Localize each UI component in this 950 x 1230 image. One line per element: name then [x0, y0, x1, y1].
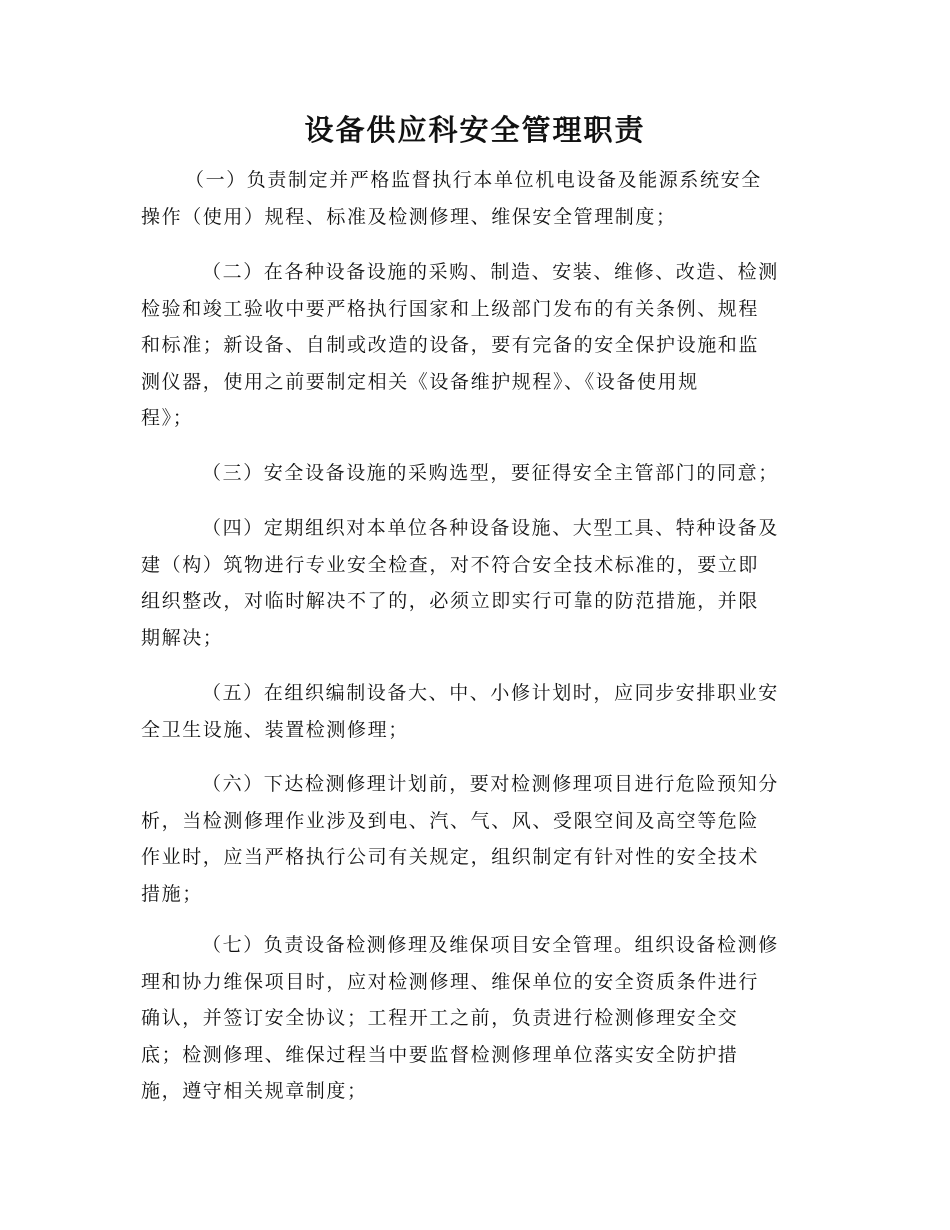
paragraph-line: 操作（使用）规程、标准及检测修理、维保安全管理制度；	[141, 205, 677, 228]
paragraph-line: 全卫生设施、装置检测修理；	[141, 718, 409, 741]
paragraph-line: 检验和竣工验收中要严格执行国家和上级部门发布的有关条例、规程	[141, 297, 760, 320]
paragraph-line: 理和协力维保项目时，应对检测修理、维保单位的安全资质条件进行	[141, 970, 760, 993]
paragraph-line: 程》；	[141, 407, 194, 430]
paragraph-line: 建（构）筑物进行专业安全检查，对不符合安全技术标准的，要立即	[141, 553, 760, 576]
paragraph-line: 析，当检测修理作业涉及到电、汽、气、风、受限空间及高空等危险	[141, 809, 760, 832]
paragraph-7	[141, 927, 809, 1110]
paragraph-4	[141, 510, 809, 656]
paragraph-5	[141, 675, 809, 748]
paragraph-line: （二）在各种设备设施的采购、制造、安装、维修、改造、检测	[202, 261, 779, 283]
paragraph-line: （三）安全设备设施的采购选型，要征得安全主管部门的同意；	[202, 462, 779, 484]
paragraph-line: （六）下达检测修理计划前，要对检测修理项目进行危险预知分	[202, 773, 779, 795]
paragraph-line: （四）定期组织对本单位各种设备设施、大型工具、特种设备及	[202, 517, 779, 539]
paragraph-line: 期解决；	[141, 626, 224, 649]
paragraph-line: 施，遵守相关规章制度；	[141, 1080, 368, 1103]
paragraph-line: 和标准；新设备、自制或改造的设备，要有完备的安全保护设施和监	[141, 334, 760, 357]
paragraph-line: 组织整改，对临时解决不了的，必须立即实行可靠的防范措施，并限	[141, 590, 760, 613]
paragraph-line: 措施；	[141, 882, 203, 905]
paragraph-line: 测仪器，使用之前要制定相关《设备维护规程》、《设备使用规	[141, 370, 699, 393]
paragraph-line: （一）负责制定并严格监督执行本单位机电设备及能源系统安全	[185, 169, 762, 191]
paragraph-line: 确认，并签订安全协议；工程开工之前，负责进行检测修理安全交	[141, 1007, 739, 1030]
paragraph-line: （五）在组织编制设备大、中、小修计划时，应同步安排职业安	[202, 682, 779, 704]
paragraph-6	[141, 766, 809, 912]
paragraph-line: 作业时，应当严格执行公司有关规定，组织制定有针对性的安全技术	[141, 846, 760, 869]
paragraph-line: （七）负责设备检测修理及维保项目安全管理。组织设备检测修	[202, 934, 779, 956]
document-title: 设备供应科安全管理职责	[304, 113, 646, 147]
paragraph-2	[141, 254, 809, 437]
paragraph-1	[141, 162, 809, 235]
paragraph-3	[141, 455, 809, 492]
paragraph-line: 底；检测修理、维保过程当中要监督检测修理单位落实安全防护措	[141, 1043, 739, 1066]
